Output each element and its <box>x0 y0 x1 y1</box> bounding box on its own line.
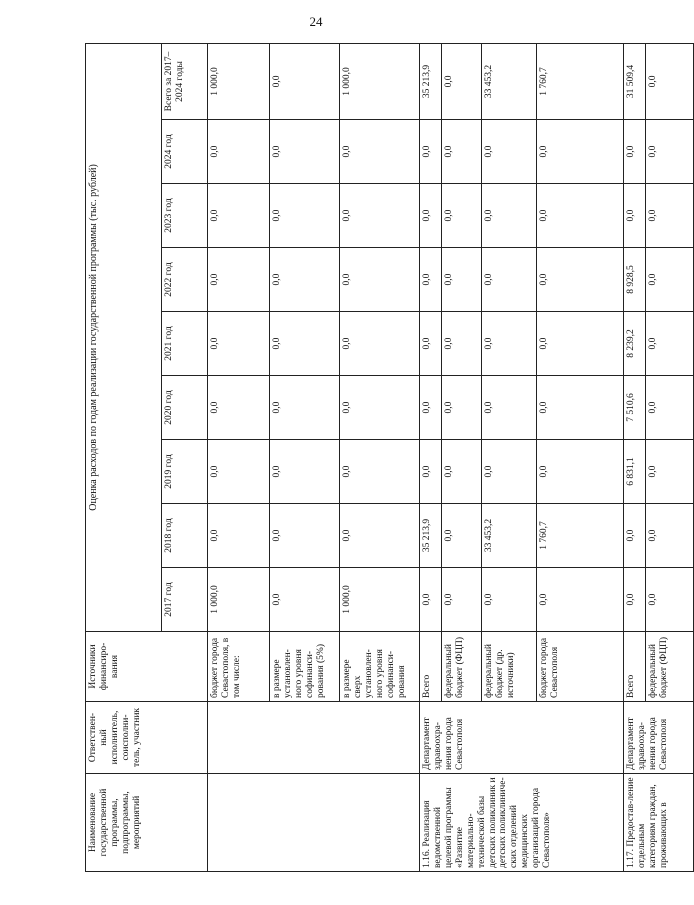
header-year-2020: 2020 год <box>162 376 208 440</box>
value-cell: 0,0 <box>270 120 340 184</box>
table-row <box>208 43 270 871</box>
value-cell: 0,0 <box>270 312 340 376</box>
value-cell: 0,0 <box>208 248 270 312</box>
value-cell: 0,0 <box>442 43 482 119</box>
header-name: Наименование государственной программы, подпрограммы, мероприятий <box>86 774 208 872</box>
budget-table <box>85 43 694 872</box>
value-cell: 0,0 <box>537 440 624 504</box>
row-responsible: Департамент здравоохра-нения города Севастополя <box>420 702 624 774</box>
value-cell: 0,0 <box>442 568 482 632</box>
value-cell: 1 000,0 <box>340 568 420 632</box>
value-cell: 0,0 <box>646 248 694 312</box>
value-cell: 0,0 <box>270 248 340 312</box>
value-cell: 0,0 <box>646 376 694 440</box>
value-cell: 0,0 <box>208 504 270 568</box>
value-cell: 0,0 <box>270 504 340 568</box>
header-year-2018: 2018 год <box>162 504 208 568</box>
table-row <box>420 43 442 871</box>
value-cell: 0,0 <box>442 440 482 504</box>
value-cell: 0,0 <box>646 440 694 504</box>
value-cell: 1 000,0 <box>340 43 420 119</box>
value-cell: 6 831,1 <box>624 440 646 504</box>
row-source: бюджет города Севастополя <box>537 632 624 702</box>
value-cell: 0,0 <box>340 120 420 184</box>
value-cell: 0,0 <box>442 248 482 312</box>
value-cell: 35 213,9 <box>420 43 442 119</box>
value-cell: 0,0 <box>442 504 482 568</box>
value-cell: 0,0 <box>340 248 420 312</box>
header-year-2021: 2021 год <box>162 312 208 376</box>
header-year-2023: 2023 год <box>162 184 208 248</box>
row-source: федеральный бюджет (ФЦП) <box>442 632 482 702</box>
value-cell: 0,0 <box>340 312 420 376</box>
value-cell: 0,0 <box>340 184 420 248</box>
value-cell: 0,0 <box>442 184 482 248</box>
row-responsible <box>208 702 420 774</box>
header-year-2022: 2022 год <box>162 248 208 312</box>
value-cell: 0,0 <box>442 312 482 376</box>
header-expense-estimate: Оценка расходов по годам реализации государственной программы (тыс. рублей) <box>86 43 162 631</box>
value-cell: 0,0 <box>537 120 624 184</box>
value-cell: 1 760,7 <box>537 43 624 119</box>
value-cell: 1 000,0 <box>208 43 270 119</box>
header-year-2017: 2017 год <box>162 568 208 632</box>
row-source: Всего <box>624 632 646 702</box>
value-cell: 0,0 <box>340 440 420 504</box>
row-name <box>208 774 420 872</box>
value-cell: 0,0 <box>208 440 270 504</box>
value-cell: 0,0 <box>646 504 694 568</box>
value-cell: 0,0 <box>270 43 340 119</box>
value-cell: 0,0 <box>442 120 482 184</box>
value-cell: 0,0 <box>420 312 442 376</box>
value-cell: 0,0 <box>482 184 537 248</box>
row-source: бюджет города Севастополя, в том числе: <box>208 632 270 702</box>
value-cell: 0,0 <box>270 376 340 440</box>
value-cell: 0,0 <box>482 568 537 632</box>
value-cell: 0,0 <box>646 120 694 184</box>
value-cell: 0,0 <box>537 184 624 248</box>
value-cell: 0,0 <box>646 184 694 248</box>
value-cell: 7 510,6 <box>624 376 646 440</box>
row-source: федеральный бюджет (др. источники) <box>482 632 537 702</box>
value-cell: 0,0 <box>270 184 340 248</box>
value-cell: 0,0 <box>340 376 420 440</box>
value-cell: 35 213,9 <box>420 504 442 568</box>
value-cell: 0,0 <box>537 312 624 376</box>
value-cell: 0,0 <box>420 248 442 312</box>
value-cell: 0,0 <box>482 312 537 376</box>
value-cell: 0,0 <box>442 376 482 440</box>
value-cell: 8 928,5 <box>624 248 646 312</box>
value-cell: 0,0 <box>624 184 646 248</box>
value-cell: 0,0 <box>646 568 694 632</box>
value-cell: 0,0 <box>420 376 442 440</box>
header-total: Всего за 2017–2024 годы <box>162 43 208 119</box>
value-cell: 0,0 <box>482 120 537 184</box>
value-cell: 0,0 <box>270 568 340 632</box>
header-year-2019: 2019 год <box>162 440 208 504</box>
value-cell: 0,0 <box>646 312 694 376</box>
row-name: 1.16. Реализация ведомственной целевой программы «Развитие материально-технической базы детских поликлиник и детских поликлиниче-ских отделений медицинских организаций города Севастополя» <box>420 774 624 872</box>
row-source: Всего <box>420 632 442 702</box>
value-cell: 0,0 <box>646 43 694 119</box>
value-cell: 33 453,2 <box>482 43 537 119</box>
row-name: 1.17. Предостав-ление отдельным категориям граждан, проживающих в <box>624 774 694 872</box>
value-cell: 0,0 <box>537 248 624 312</box>
value-cell: 1 000,0 <box>208 568 270 632</box>
table-row <box>624 43 646 871</box>
value-cell: 0,0 <box>482 248 537 312</box>
value-cell: 0,0 <box>420 120 442 184</box>
value-cell: 0,0 <box>420 184 442 248</box>
value-cell: 0,0 <box>537 376 624 440</box>
page-number: 24 <box>309 14 323 29</box>
value-cell: 0,0 <box>482 376 537 440</box>
value-cell: 0,0 <box>340 504 420 568</box>
value-cell: 0,0 <box>208 120 270 184</box>
row-responsible: Департамент здравоохра-нения города Севастополя <box>624 702 694 774</box>
value-cell: 8 239,2 <box>624 312 646 376</box>
value-cell: 0,0 <box>270 440 340 504</box>
value-cell: 0,0 <box>420 568 442 632</box>
value-cell: 1 760,7 <box>537 504 624 568</box>
row-source: в размере сверх установлен-ного уровня софинанси-рования <box>340 632 420 702</box>
value-cell: 0,0 <box>537 568 624 632</box>
value-cell: 0,0 <box>624 120 646 184</box>
row-source: федеральный бюджет (ФЦП) <box>646 632 694 702</box>
value-cell: 0,0 <box>208 184 270 248</box>
value-cell: 0,0 <box>420 440 442 504</box>
rotated-table-wrapper <box>85 44 669 872</box>
value-cell: 0,0 <box>624 568 646 632</box>
header-source: Источники финансиро-вания <box>86 632 208 702</box>
header-year-2024: 2024 год <box>162 120 208 184</box>
value-cell: 33 453,2 <box>482 504 537 568</box>
header-responsible: Ответствен-ный исполнитель, соисполни-тель, участник <box>86 702 208 774</box>
value-cell: 0,0 <box>482 440 537 504</box>
value-cell: 31 509,4 <box>624 43 646 119</box>
value-cell: 0,0 <box>208 376 270 440</box>
row-source: в размере установлен-ного уровня софинанси-рования (5%) <box>270 632 340 702</box>
value-cell: 0,0 <box>208 312 270 376</box>
value-cell: 0,0 <box>624 504 646 568</box>
